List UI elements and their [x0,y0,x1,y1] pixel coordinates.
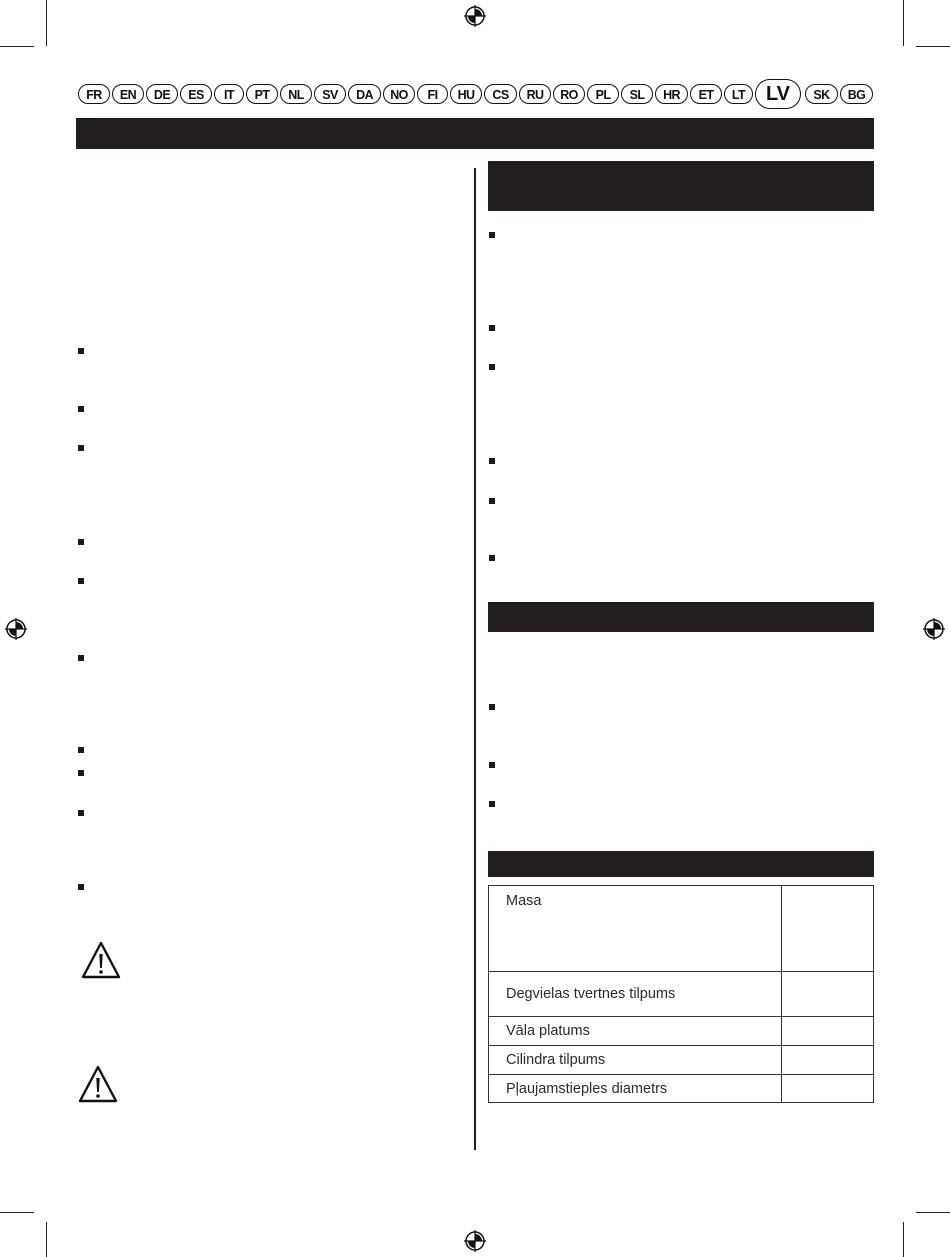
language-tab[interactable]: DA [348,84,381,104]
language-tab[interactable]: EN [112,84,144,104]
language-tab[interactable]: CS [484,84,517,104]
language-tab[interactable]: NL [280,84,312,104]
spec-label: Pļaujamstieples diametrs [489,1075,782,1103]
list-bullet [489,762,495,768]
language-tab-active[interactable]: LV [755,79,801,109]
language-tab[interactable]: ES [180,84,212,104]
crop-mark [916,1212,950,1213]
list-bullet [489,801,495,807]
crop-mark [46,0,47,46]
list-bullet [78,539,84,545]
language-tab[interactable]: RU [519,84,551,104]
crosshair-registration-icon [464,1230,486,1252]
list-bullet [489,364,495,370]
table-row [489,1075,874,1103]
language-tab[interactable]: PL [587,84,619,104]
crop-mark [916,46,950,47]
language-tab[interactable]: HR [655,84,688,104]
list-bullet [78,810,84,816]
list-bullet [78,406,84,412]
spec-value [782,1017,874,1046]
specifications-table [488,885,874,1103]
section-header-bar [488,161,874,211]
list-bullet [78,770,84,776]
language-selector [78,84,874,106]
language-tab[interactable]: DE [146,84,178,104]
list-bullet [489,458,495,464]
language-tab[interactable]: SL [621,84,653,104]
spec-label: Masa [489,886,782,972]
crosshair-registration-icon [464,5,486,27]
crop-mark [0,1212,34,1213]
language-tab[interactable]: FR [78,84,110,104]
table-row [489,1046,874,1075]
list-bullet [78,655,84,661]
column-divider [474,168,476,1150]
language-tab[interactable]: NO [383,84,415,104]
language-tab[interactable]: ET [690,84,722,104]
language-tab[interactable]: HU [450,84,482,104]
crop-mark [0,46,34,47]
list-bullet [489,232,495,238]
language-tab[interactable]: IT [214,84,244,104]
language-tab[interactable]: PT [246,84,278,104]
crosshair-registration-icon [5,618,27,640]
language-tab[interactable]: SV [314,84,346,104]
list-bullet [489,555,495,561]
spec-value [782,886,874,972]
warning-triangle-icon [80,940,122,980]
crop-mark [46,1222,47,1257]
spec-label: Cilindra tilpums [489,1046,782,1075]
language-tab[interactable]: BG [840,84,873,104]
crosshair-registration-icon [923,618,945,640]
list-bullet [489,498,495,504]
page-header-bar [76,118,874,149]
language-tab[interactable]: FI [417,84,448,104]
language-tab[interactable]: LT [724,84,753,104]
list-bullet [489,325,495,331]
spec-value [782,1075,874,1103]
language-tab[interactable]: RO [553,84,585,104]
list-bullet [78,747,84,753]
table-row [489,972,874,1017]
language-tab[interactable]: SK [805,84,838,104]
table-row [489,1017,874,1046]
list-bullet [78,578,84,584]
list-bullet [78,348,84,354]
list-bullet [78,884,84,890]
section-header-bar [488,602,874,632]
spec-value [782,972,874,1017]
spec-label: Vāla platums [489,1017,782,1046]
crop-mark [903,1222,904,1257]
warning-triangle-icon [77,1064,119,1104]
table-row [489,886,874,972]
spec-label: Degvielas tvertnes tilpums [489,972,782,1017]
section-header-bar [488,851,874,877]
list-bullet [489,704,495,710]
list-bullet [78,445,84,451]
crop-mark [903,0,904,46]
spec-value [782,1046,874,1075]
